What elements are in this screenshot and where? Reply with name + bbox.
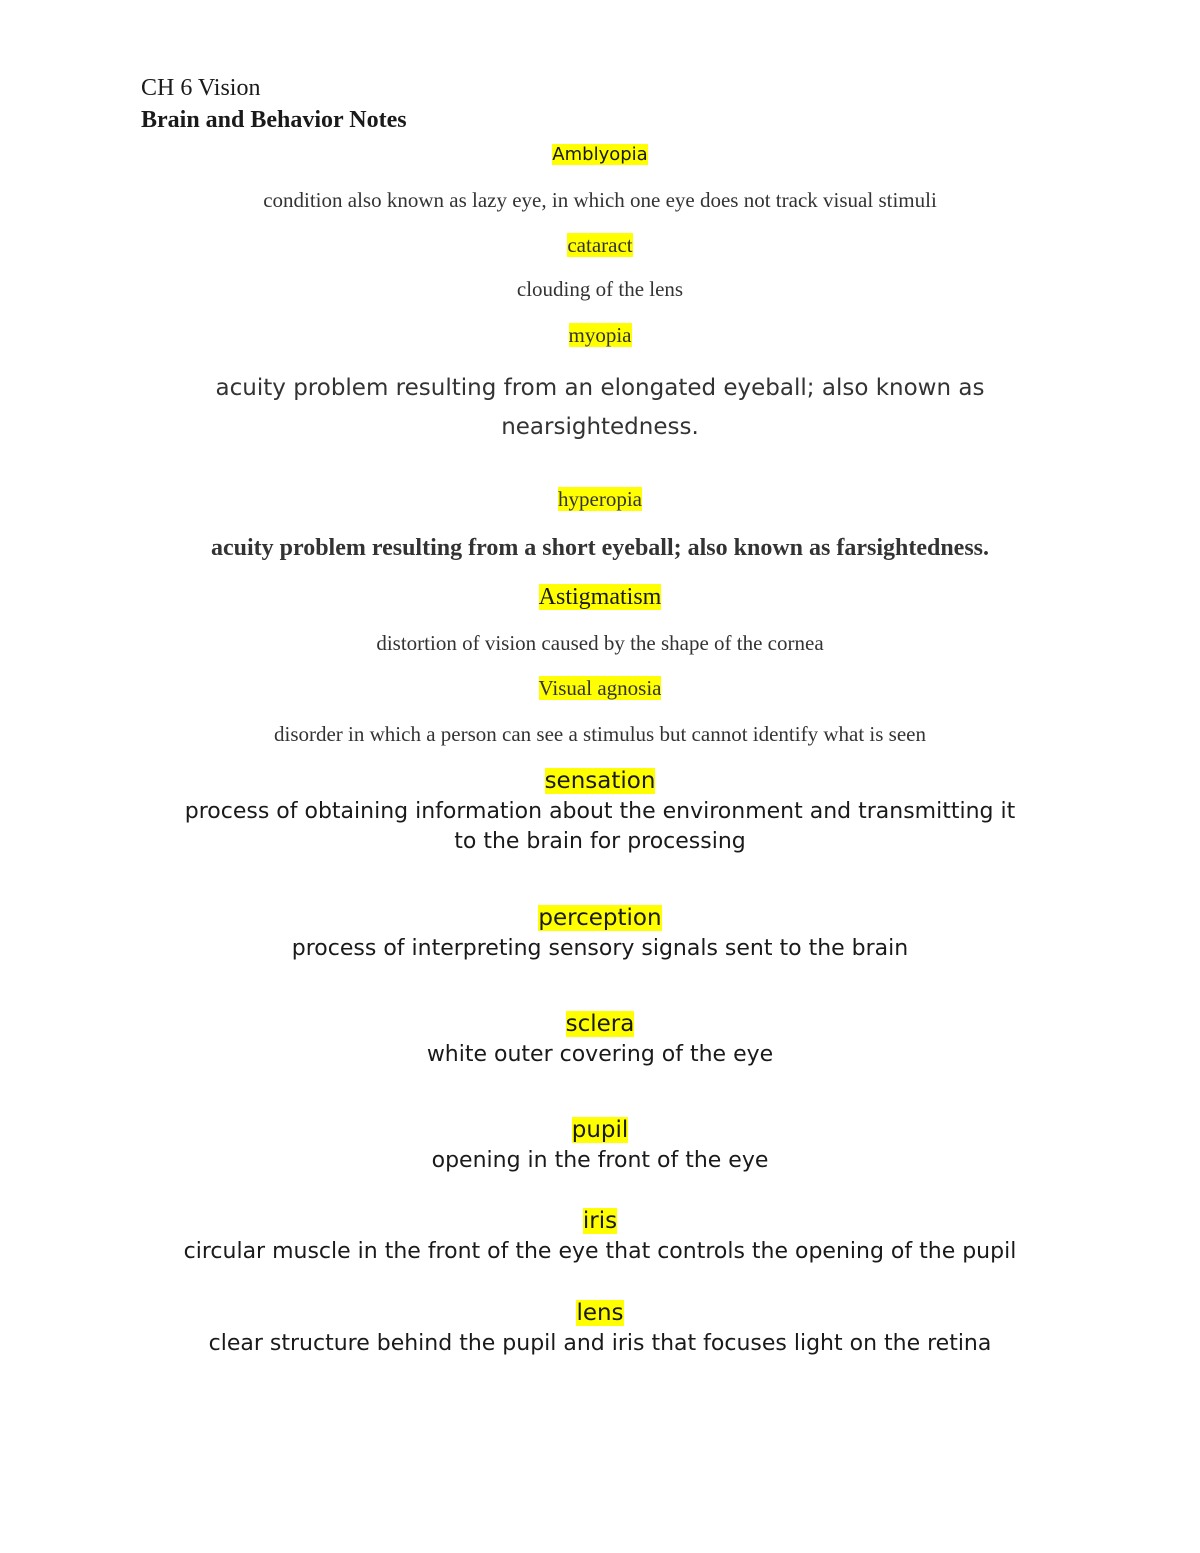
term-line	[100, 766, 1100, 796]
term-sensation: sensation	[544, 768, 656, 794]
term-visual-agnosia: Visual agnosia	[538, 676, 662, 700]
definition-myopia-line1: acuity problem resulting from an elongated eyeball; also known as	[215, 375, 985, 401]
term-lens: lens	[576, 1300, 624, 1326]
term-line	[100, 321, 1100, 349]
definition-lens: clear structure behind the pupil and iris that focuses light on the retina	[208, 1331, 992, 1356]
definition-hyperopia: acuity problem resulting from a short eyeball; also known as farsightedness.	[210, 535, 990, 561]
term-line	[100, 582, 1100, 612]
definition-sclera: white outer covering of the eye	[426, 1042, 774, 1067]
definition-sensation-line2: to the brain for processing	[454, 829, 746, 854]
term-line	[100, 1206, 1100, 1236]
term-astigmatism: Astigmatism	[538, 584, 662, 610]
term-hyperopia: hyperopia	[558, 487, 642, 511]
term-line	[100, 142, 1100, 168]
term-line	[100, 485, 1100, 513]
definition-iris: circular muscle in the front of the eye that controls the opening of the pupil	[183, 1239, 1017, 1264]
page-subtitle: Brain and Behavior Notes	[141, 107, 407, 133]
definition-amblyopia: condition also known as lazy eye, in which one eye does not track visual stimuli	[263, 188, 937, 212]
term-line	[100, 903, 1100, 933]
definition-visual-agnosia: disorder in which a person can see a stimulus but cannot identify what is seen	[273, 722, 926, 746]
term-line	[100, 1298, 1100, 1328]
definition-myopia-line2: nearsightedness.	[501, 414, 699, 440]
definition-perception: process of interpreting sensory signals sent to the brain	[291, 936, 909, 961]
definition-cataract: clouding of the lens	[516, 277, 684, 301]
definition-sensation-line1: process of obtaining information about the environment and transmitting it	[184, 799, 1016, 824]
term-sclera: sclera	[565, 1011, 635, 1037]
definition-astigmatism: distortion of vision caused by the shape of the cornea	[376, 631, 824, 655]
term-line	[100, 1009, 1100, 1039]
term-line	[100, 1115, 1100, 1145]
term-perception: perception	[538, 905, 662, 931]
term-line	[100, 231, 1100, 259]
term-pupil: pupil	[571, 1117, 629, 1143]
term-myopia: myopia	[568, 323, 632, 347]
term-iris: iris	[582, 1208, 618, 1234]
term-amblyopia: Amblyopia	[552, 144, 648, 165]
term-line	[100, 674, 1100, 702]
definition-pupil: opening in the front of the eye	[431, 1148, 769, 1173]
term-cataract: cataract	[567, 233, 633, 257]
page-title: CH 6 Vision	[141, 75, 261, 101]
